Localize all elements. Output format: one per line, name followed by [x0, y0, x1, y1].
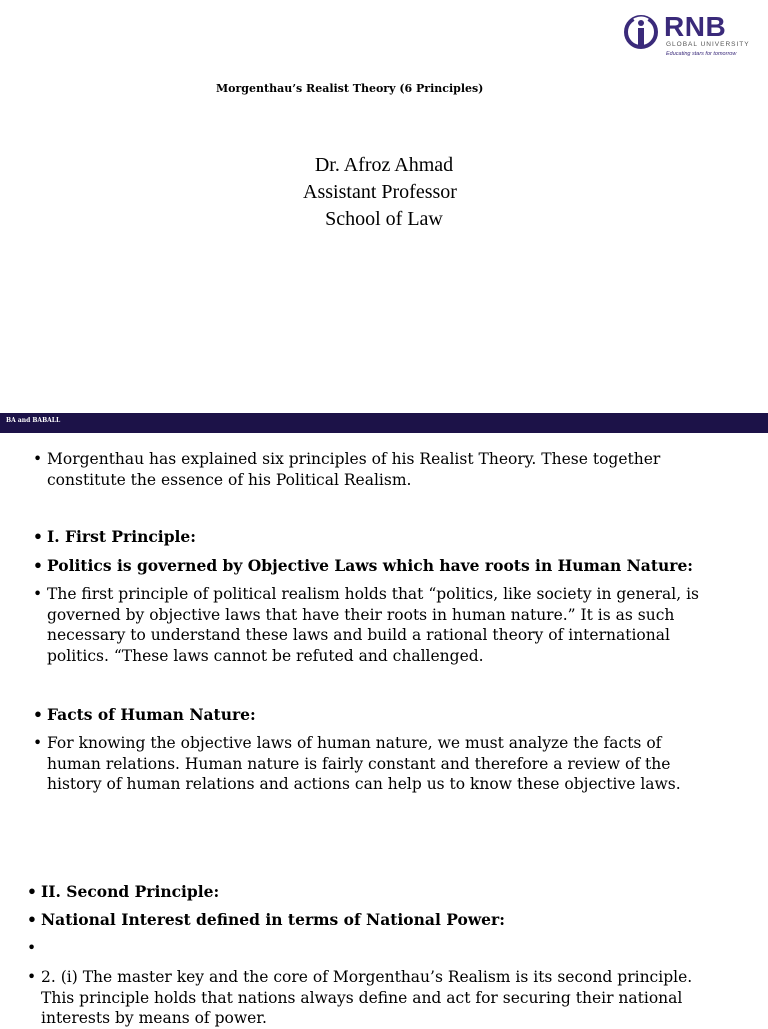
bullet-item: • Morgenthau has explained six principles of his Realist Theory. These together constitute the essence of his Political Realism.: [33, 450, 661, 489]
author-block: [0, 152, 768, 233]
author-position: Assistant Professor: [303, 181, 457, 203]
logo-subtitle: GLOBAL UNIVERSITY: [666, 41, 750, 48]
bullet-item: • 2. (i) The master key and the core of Morgenthau’s Realism is its second principle. This principle holds that nations always define and act for securing their national interests by means of power.: [27, 968, 693, 1027]
logo-name: RNB: [664, 11, 727, 42]
slide-title: Morgenthau’s Realist Theory (6 Principles): [216, 82, 484, 95]
author-school: School of Law: [325, 208, 443, 230]
bullet-item: • Facts of Human Nature:: [33, 705, 256, 724]
bullet-item: • National Interest defined in terms of National Power:: [27, 910, 505, 929]
university-logo: [624, 12, 752, 60]
band-label: BA and BABALL: [6, 417, 61, 424]
logo-tagline: Educating stars for tomorrow: [666, 51, 737, 57]
author-name: Dr. Afroz Ahmad: [314, 154, 454, 176]
bullet-item: • II. Second Principle:: [27, 882, 220, 901]
bullet-item: • For knowing the objective laws of human nature, we must analyze the facts of human relations. Human nature is fairly constant and therefore a review of the history of human relations and actions can help us to know these objective laws.: [33, 734, 681, 793]
bullet-item: • The first principle of political realism holds that “politics, like society in general, is governed by objective laws that have their roots in human nature.” It is as such necessary to understand these laws and build a rational theory of international politics. “These laws cannot be refuted and challenged.: [33, 585, 699, 665]
divider-band: [0, 413, 768, 433]
bullet-item: • I. First Principle:: [33, 527, 196, 546]
bullet-item: • Politics is governed by Objective Laws which have roots in Human Nature:: [33, 556, 694, 575]
rnb-logo-icon: [624, 12, 660, 52]
